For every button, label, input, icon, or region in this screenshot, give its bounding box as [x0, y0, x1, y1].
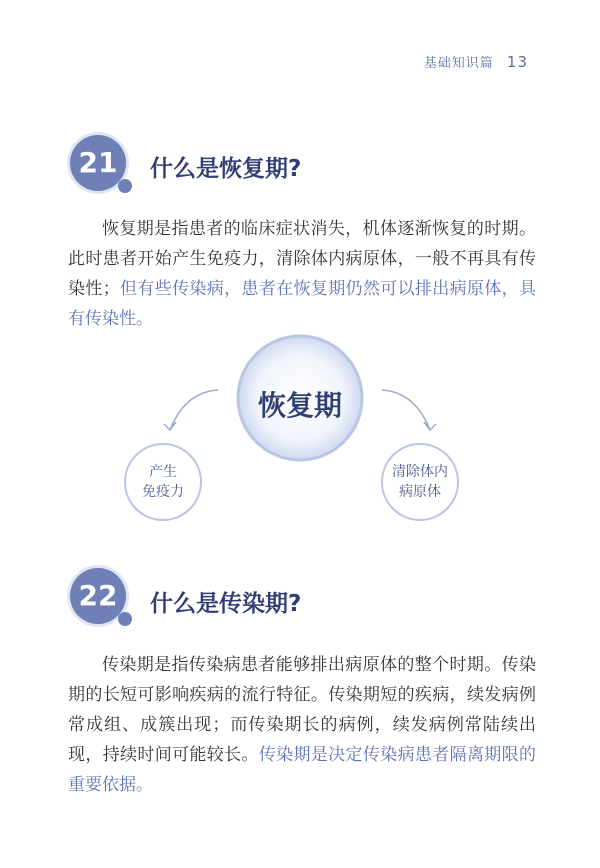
answer-text: 传染期是指传染病患者能够排出病原体的整个时期。传染期的长短可影响疾病的流行特征。传染期短的疾病，续发病例常成组、成簇出现；而传染期长的病例，续发病例常陆续出现，持续时间可能较长。	[68, 655, 536, 765]
running-header	[424, 52, 528, 71]
answer-highlight: 但有些传染病，患者在恢复期仍然可以排出病原体，具有传染性。	[68, 279, 537, 329]
center-label: 恢复期	[257, 389, 342, 422]
question-title: 什么是传染期?	[150, 591, 302, 617]
question-number: 22	[78, 579, 118, 612]
badge-tail-icon	[118, 179, 132, 193]
diagram-graphics	[0, 330, 600, 550]
right-arrow-head	[424, 422, 436, 430]
question-number: 21	[78, 146, 118, 179]
left-arrow	[170, 390, 218, 430]
question-number-badge	[70, 135, 126, 191]
question-answer	[68, 650, 536, 800]
answer-highlight: 传染期是决定传染病患者隔离期限的重要依据。	[68, 745, 537, 795]
page-number: 13	[506, 53, 528, 71]
recovery-diagram	[0, 330, 600, 550]
right-node-line1: 清除体内	[392, 464, 448, 480]
section-name: 基础知识篇	[423, 56, 494, 71]
question-title: 什么是恢复期?	[150, 156, 302, 182]
right-arrow	[382, 390, 430, 430]
left-arrow-head	[164, 422, 176, 430]
answer-text: 恢复期是指患者的临床症状消失，机体逐渐恢复的时期。此时患者开始产生免疫力，清除体内病原体，一般不再具有传染性；	[68, 219, 536, 299]
left-node-line2: 免疫力	[142, 484, 184, 500]
right-node-line2: 病原体	[399, 484, 441, 500]
left-node-label	[113, 462, 213, 502]
badge-tail-icon	[118, 612, 132, 626]
left-node-line1: 产生	[149, 464, 177, 480]
question-answer	[68, 214, 536, 334]
right-node-label	[370, 462, 470, 502]
question-number-badge	[70, 568, 126, 624]
